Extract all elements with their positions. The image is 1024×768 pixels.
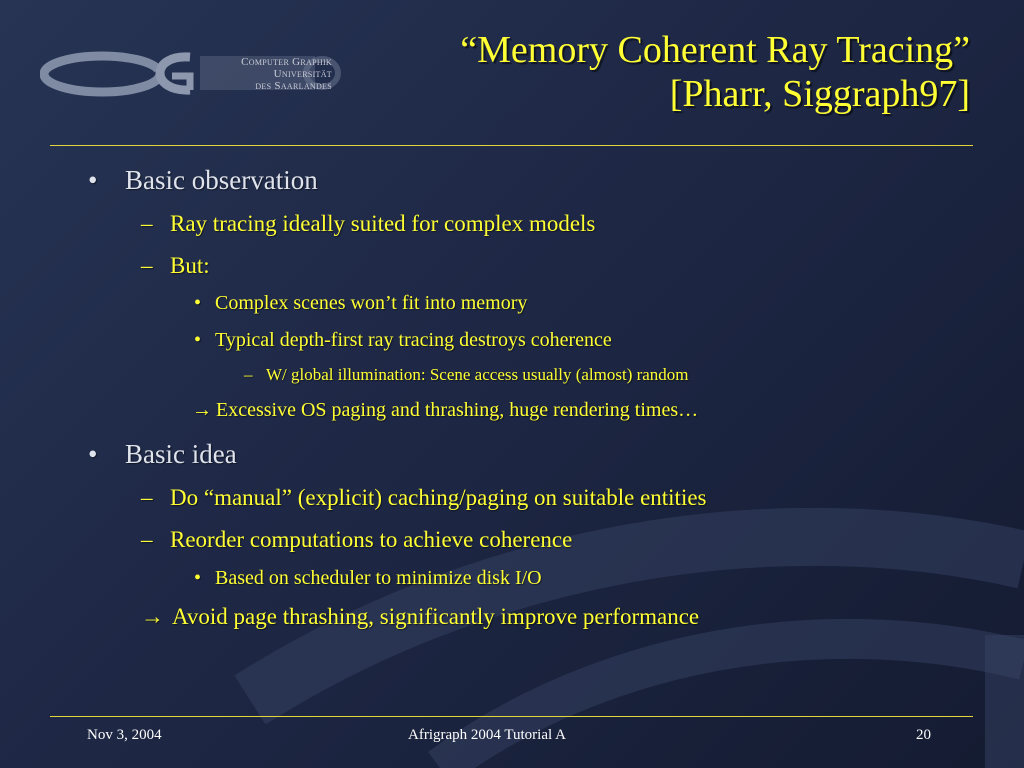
bullet-marker: • [194, 329, 202, 351]
dash-marker: – [244, 365, 253, 384]
page-number: 20 [916, 727, 931, 743]
bullet-marker: • [88, 165, 98, 195]
footer-title: Afrigraph 2004 Tutorial A [408, 727, 566, 743]
footer-divider [50, 716, 973, 717]
title-line-2: [Pharr, Siggraph97] [669, 73, 970, 115]
conclusion-text: Excessive OS paging and thrashing, huge rendering times… [216, 399, 699, 421]
sub-item-text: W/ global illumination: Scene access usually (almost) random [266, 365, 689, 384]
sub-bullet-text: Ray tracing ideally suited for complex models [170, 211, 596, 236]
conclusion-text: Avoid page thrashing, significantly improve performance [172, 604, 700, 629]
item-text: Based on scheduler to minimize disk I/O [215, 567, 542, 589]
sub-bullet-text: But: [170, 253, 210, 278]
arrow-icon: → [192, 399, 212, 421]
title-line-1: “Memory Coherent Ray Tracing” [460, 29, 970, 71]
item-text: Typical depth-first ray tracing destroys coherence [215, 329, 612, 351]
arrow-icon: → [141, 604, 164, 629]
dash-marker: – [141, 527, 153, 552]
sub-bullet-text: Reorder computations to achieve coherence [170, 527, 573, 552]
footer-date: Nov 3, 2004 [87, 727, 162, 743]
bullet-marker: • [194, 292, 202, 314]
bullet-text: Basic observation [125, 165, 318, 195]
bullet-marker: • [194, 567, 202, 589]
logo-line-2: Universität [273, 68, 332, 80]
dash-marker: – [141, 485, 153, 510]
bullet-text: Basic idea [125, 439, 237, 469]
logo-line-1: Computer Graphik [241, 56, 332, 68]
bullet-marker: • [88, 439, 98, 469]
dash-marker: – [141, 253, 153, 278]
sub-bullet-text: Do “manual” (explicit) caching/paging on suitable entities [170, 485, 707, 510]
dash-marker: – [141, 211, 153, 236]
item-text: Complex scenes won’t fit into memory [215, 292, 528, 314]
logo-line-3: des Saarlandes [255, 80, 332, 92]
